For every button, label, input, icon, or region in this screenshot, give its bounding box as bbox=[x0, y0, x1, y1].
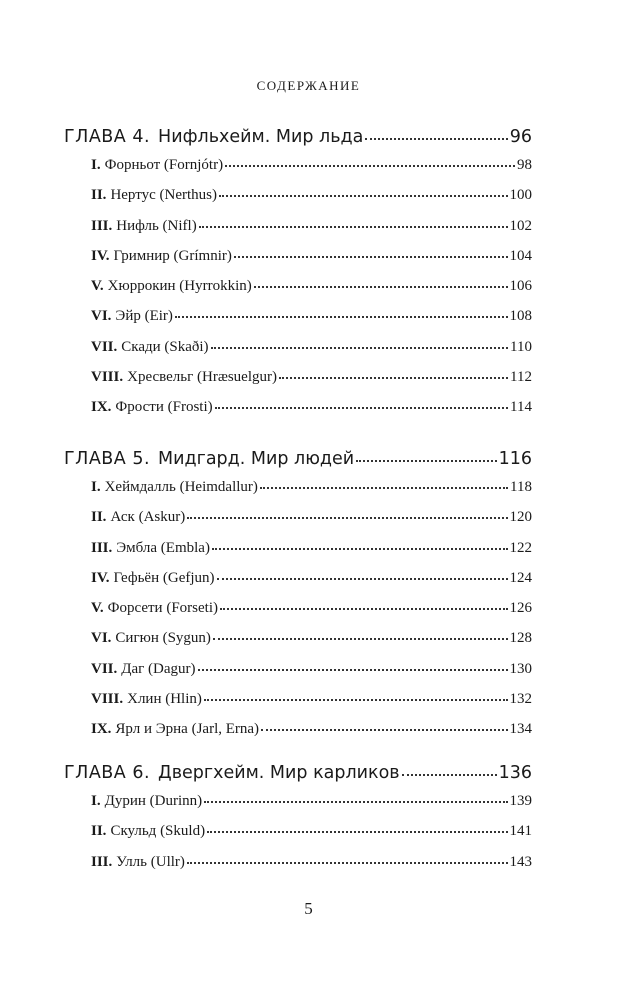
entry-page: 102 bbox=[509, 217, 532, 234]
toc-entry[interactable] bbox=[91, 570, 532, 600]
entry-number: III. bbox=[91, 853, 113, 870]
entry-title: Скади (Skaði) bbox=[121, 338, 209, 355]
entry-page: 143 bbox=[509, 853, 532, 870]
chapter-title: Мидгард. Мир людей bbox=[158, 449, 355, 469]
chapter-label: ГЛАВА 5. bbox=[64, 449, 151, 469]
entry-title: Аск (Askur) bbox=[110, 509, 186, 526]
dot-leader bbox=[402, 773, 497, 776]
entry-title: Хеймдалль (Heimdallur) bbox=[104, 479, 258, 495]
chapter-label: ГЛАВА 4. bbox=[64, 127, 151, 147]
entry-page: 120 bbox=[509, 509, 532, 526]
toc-chapter-4 bbox=[64, 127, 532, 430]
dot-leader bbox=[215, 406, 508, 409]
entry-title: Дурин (Durinn) bbox=[104, 793, 203, 809]
entry-number: I. bbox=[91, 793, 101, 809]
entry-title: Улль (Ullr) bbox=[116, 853, 185, 870]
toc-entry[interactable] bbox=[91, 248, 532, 278]
dot-leader bbox=[187, 861, 508, 864]
toc-entry[interactable] bbox=[91, 187, 532, 217]
chapter-title: Нифльхейм. Мир льда bbox=[158, 127, 364, 147]
toc-entry[interactable] bbox=[91, 278, 532, 308]
toc-entry[interactable] bbox=[91, 823, 532, 853]
dot-leader bbox=[261, 728, 507, 731]
entry-title: Сигюн (Sygun) bbox=[115, 630, 211, 647]
toc-entry[interactable] bbox=[91, 600, 532, 630]
entry-number: II. bbox=[91, 187, 107, 204]
entry-page: 126 bbox=[509, 600, 532, 617]
entry-page: 139 bbox=[509, 793, 532, 809]
entry-page: 112 bbox=[510, 369, 532, 386]
entry-number: III. bbox=[91, 539, 113, 556]
entry-number: I. bbox=[91, 479, 101, 495]
entry-number: VIII. bbox=[91, 691, 124, 708]
entry-title: Фрости (Frosti) bbox=[115, 399, 213, 416]
dot-leader bbox=[356, 459, 496, 462]
dot-leader bbox=[217, 577, 508, 580]
toc-entry[interactable] bbox=[91, 661, 532, 691]
entry-title: Нертус (Nerthus) bbox=[110, 187, 217, 204]
entry-page: 106 bbox=[509, 278, 532, 295]
entry-page: 118 bbox=[510, 479, 532, 495]
entry-title: Форсети (Forseti) bbox=[107, 600, 218, 617]
entry-page: 124 bbox=[509, 569, 532, 586]
chapter-page: 116 bbox=[498, 449, 532, 469]
toc-entry[interactable] bbox=[91, 721, 532, 751]
chapter-heading[interactable] bbox=[64, 449, 532, 479]
dot-leader bbox=[260, 486, 508, 489]
entry-page: 98 bbox=[517, 157, 532, 173]
entry-page: 108 bbox=[509, 308, 532, 325]
entry-number: VIII. bbox=[91, 369, 124, 386]
entry-number: VII. bbox=[91, 660, 118, 677]
entry-page: 128 bbox=[509, 630, 532, 647]
page-number: 5 bbox=[304, 899, 313, 918]
chapter-heading[interactable] bbox=[64, 127, 532, 157]
entry-page: 114 bbox=[510, 399, 532, 416]
entry-title: Хюррокин (Hyrrokkin) bbox=[107, 278, 252, 295]
dot-leader bbox=[175, 315, 508, 318]
page-header: СОДЕРЖАНИЕ bbox=[256, 78, 361, 93]
entry-number: V. bbox=[91, 600, 104, 617]
entry-page: 104 bbox=[509, 247, 532, 264]
entry-number: V. bbox=[91, 278, 104, 295]
dot-leader bbox=[213, 637, 508, 640]
toc-entry[interactable] bbox=[91, 540, 532, 570]
chapter-page: 136 bbox=[498, 763, 532, 783]
entry-title: Гримнир (Grímnir) bbox=[113, 247, 232, 264]
entry-number: VI. bbox=[91, 630, 112, 647]
entry-page: 141 bbox=[509, 823, 532, 840]
toc-entry[interactable] bbox=[91, 369, 532, 399]
chapter-title: Двергхейм. Мир карликов bbox=[158, 763, 400, 783]
entry-page: 100 bbox=[509, 187, 532, 204]
toc-entry[interactable] bbox=[91, 157, 532, 187]
entry-page: 132 bbox=[509, 691, 532, 708]
entry-number: VII. bbox=[91, 338, 118, 355]
entry-page: 130 bbox=[509, 660, 532, 677]
entry-number: I. bbox=[91, 157, 101, 173]
dot-leader bbox=[198, 668, 508, 671]
dot-leader bbox=[204, 698, 508, 701]
entry-title: Форньот (Fornjótr) bbox=[104, 157, 224, 173]
entry-number: III. bbox=[91, 217, 113, 234]
toc-entry[interactable] bbox=[91, 479, 532, 509]
entry-title: Гефьён (Gefjun) bbox=[113, 569, 215, 586]
dot-leader bbox=[199, 225, 508, 228]
dot-leader bbox=[225, 164, 515, 167]
dot-leader bbox=[204, 800, 507, 803]
dot-leader bbox=[207, 830, 507, 833]
toc-chapter-6 bbox=[64, 763, 532, 884]
entry-title: Эмбла (Embla) bbox=[116, 539, 210, 556]
entry-title: Скульд (Skuld) bbox=[110, 823, 206, 840]
chapter-label: ГЛАВА 6. bbox=[64, 763, 151, 783]
dot-leader bbox=[234, 255, 508, 258]
dot-leader bbox=[187, 516, 507, 519]
chapter-page: 96 bbox=[509, 127, 532, 147]
dot-leader bbox=[219, 194, 508, 197]
toc-entry[interactable] bbox=[91, 509, 532, 539]
entry-page: 122 bbox=[509, 539, 532, 556]
entry-title: Хресвельг (Hræsuelgur) bbox=[127, 369, 277, 386]
entry-number: II. bbox=[91, 509, 107, 526]
entry-title: Ярл и Эрна (Jarl, Erna) bbox=[115, 721, 260, 738]
toc-entry[interactable] bbox=[91, 218, 532, 248]
entry-number: IX. bbox=[91, 721, 112, 738]
entry-page: 134 bbox=[509, 721, 532, 738]
dot-leader bbox=[212, 547, 508, 550]
entry-title: Хлин (Hlin) bbox=[127, 691, 202, 708]
entry-number: IX. bbox=[91, 399, 112, 416]
entry-page: 110 bbox=[510, 338, 532, 355]
entry-number: IV. bbox=[91, 569, 110, 586]
toc-entry[interactable] bbox=[91, 339, 532, 369]
toc-entry[interactable] bbox=[91, 854, 532, 884]
dot-leader bbox=[220, 607, 508, 610]
entry-title: Эйр (Eir) bbox=[115, 308, 173, 325]
dot-leader bbox=[211, 346, 508, 349]
dot-leader bbox=[279, 376, 508, 379]
toc-entry[interactable] bbox=[91, 630, 532, 660]
toc-entry[interactable] bbox=[91, 793, 532, 823]
dot-leader bbox=[254, 285, 508, 288]
dot-leader bbox=[365, 137, 507, 140]
entry-number: IV. bbox=[91, 247, 110, 264]
entry-number: II. bbox=[91, 823, 107, 840]
toc-entry[interactable] bbox=[91, 399, 532, 429]
entry-title: Даг (Dagur) bbox=[121, 660, 196, 677]
chapter-heading[interactable] bbox=[64, 763, 532, 793]
toc-entry[interactable] bbox=[91, 308, 532, 338]
entry-title: Нифль (Nifl) bbox=[116, 217, 197, 234]
toc-chapter-5 bbox=[64, 449, 532, 752]
toc-entry[interactable] bbox=[91, 691, 532, 721]
entry-number: VI. bbox=[91, 308, 112, 325]
